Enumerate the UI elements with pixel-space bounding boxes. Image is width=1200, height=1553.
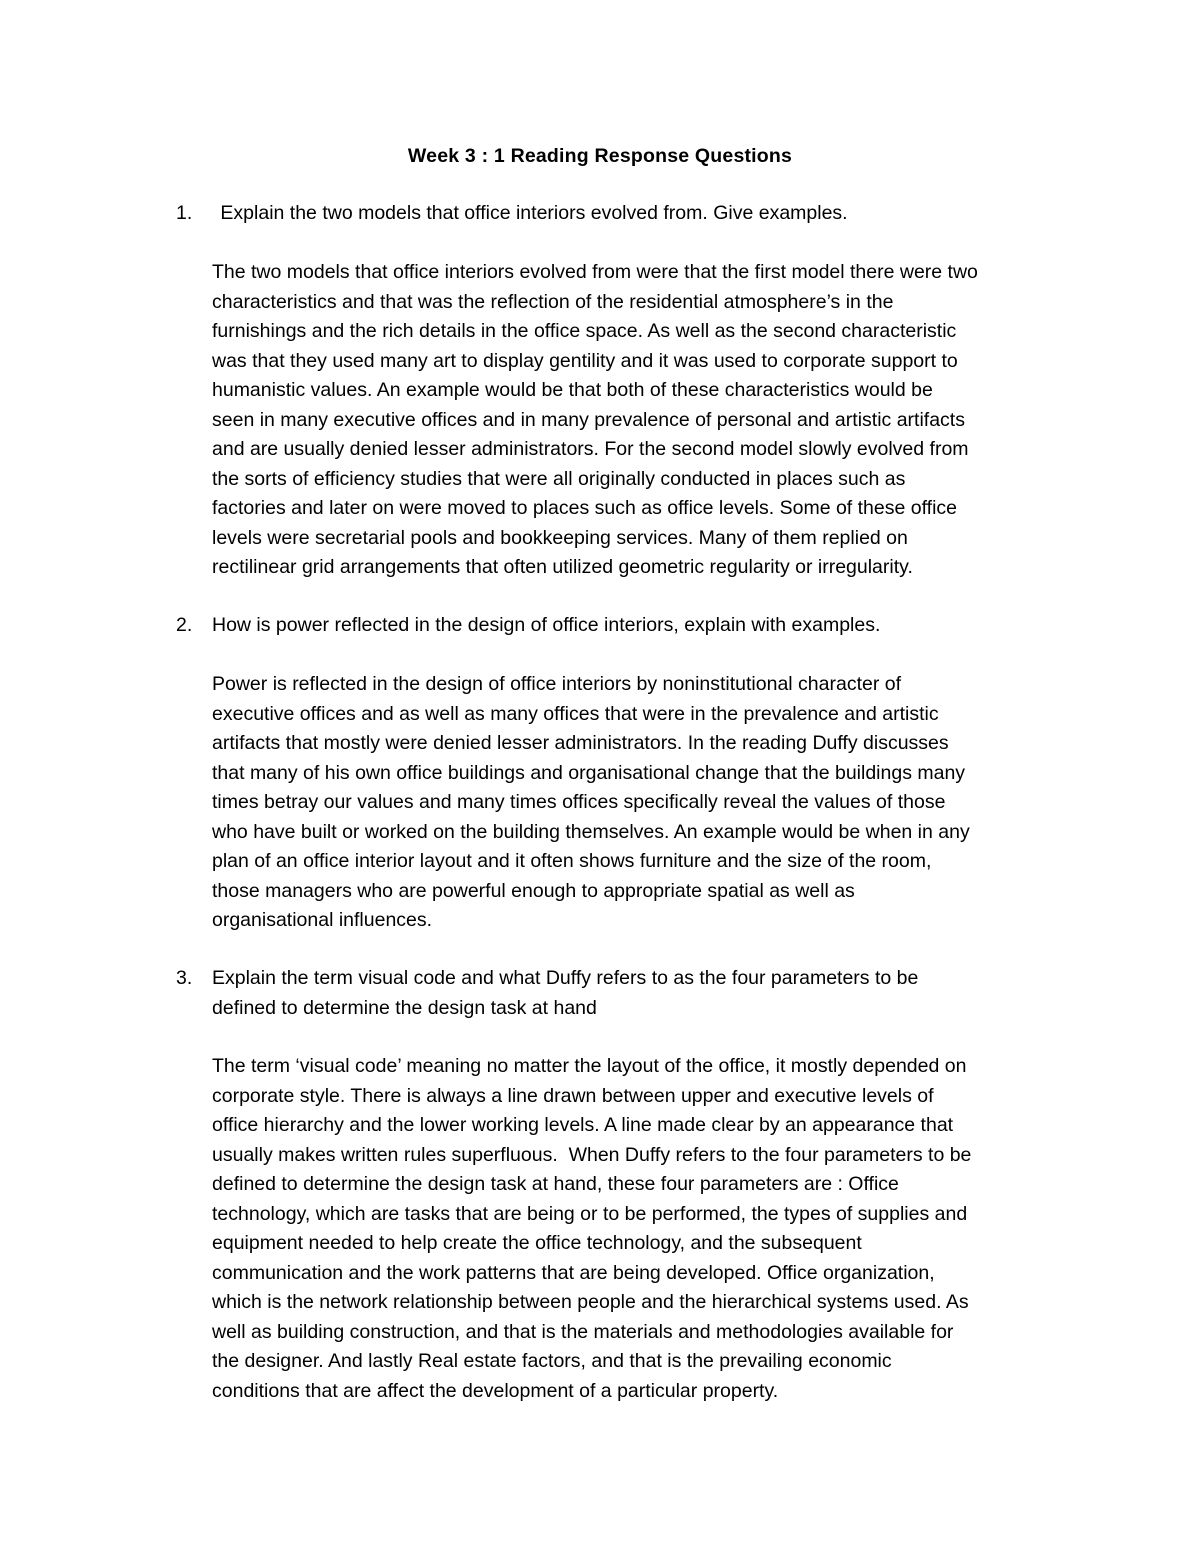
answer-line: rectilinear grid arrangements that often utilized geometric regularity or irregularity. (212, 556, 913, 578)
question-text (215, 199, 1075, 229)
answer-line: levels were secretarial pools and bookkeeping services. Many of them replied on (212, 526, 908, 549)
answer-line: well as building construction, and that is the materials and methodologies available for (212, 1320, 954, 1343)
answer-text (212, 258, 1072, 583)
answer-line: equipment needed to help create the office technology, and the subsequent (212, 1232, 862, 1254)
question-text (212, 964, 1072, 1023)
answer-line: the designer. And lastly Real estate factors, and that is the prevailing economic (212, 1350, 892, 1372)
answer-line: factories and later on were moved to places such as office levels. Some of these office (212, 497, 958, 519)
answer-line: the sorts of efficiency studies that were all originally conducted in places such as (212, 467, 906, 490)
answer-line: defined to determine the design task at hand, these four parameters are : Office (212, 1173, 899, 1195)
answer-line: plan of an office interior layout and it often shows furniture and the size of the room, (212, 850, 932, 872)
question-line: Explain the two models that office interiors evolved from. Give examples. (215, 202, 848, 224)
answer-line: was that they used many art to display gentility and it was used to corporate support to (212, 349, 958, 372)
answer-line: those managers who are powerful enough to appropriate spatial as well as (212, 879, 855, 902)
document-title: Week 3 : 1 Reading Response Questions (407, 145, 793, 167)
answer-line: Power is reflected in the design of office interiors by noninstitutional character of (212, 673, 902, 695)
answer-line: humanistic values. An example would be that both of these characteristics would be (212, 379, 933, 401)
answer-line: and are usually denied lesser administrators. For the second model slowly evolved from (212, 438, 969, 460)
answer-line: corporate style. There is always a line drawn between upper and executive levels of (212, 1084, 934, 1107)
question-line: defined to determine the design task at hand (212, 996, 597, 1019)
answer-line: times betray our values and many times offices specifically reveal the values of those (212, 791, 946, 813)
answer-line: artifacts that mostly were denied lesser administrators. In the reading Duffy discusses (212, 732, 949, 754)
answer-line: communication and the work patterns that are being developed. Office organization, (212, 1261, 935, 1284)
answer-line: technology, which are tasks that are being or to be performed, the types of supplies and (212, 1202, 968, 1225)
question-line: How is power reflected in the design of office interiors, explain with examples. (212, 614, 881, 636)
question-line: Explain the term visual code and what Duffy refers to as the four parameters to be (212, 967, 919, 989)
answer-line: furnishings and the rich details in the office space. As well as the second characteristic (212, 320, 957, 342)
answer-line: that many of his own office buildings and organisational change that the buildings many (212, 761, 966, 784)
answer-line: executive offices and as well as many offices that were in the prevalence and artistic (212, 702, 939, 725)
question-text (212, 611, 1072, 641)
question-number: 2. (176, 614, 193, 636)
answer-line: who have built or worked on the building themselves. An example would be when in any (212, 820, 970, 843)
question-number: 1. (176, 202, 193, 224)
answer-text (212, 1052, 1072, 1406)
answer-line: organisational influences. (212, 909, 433, 931)
question-number: 3. (176, 967, 193, 989)
answer-line: seen in many executive offices and in many prevalence of personal and artistic artifacts (212, 408, 965, 431)
answer-line: characteristics and that was the reflection of the residential atmosphere’s in the (212, 290, 894, 313)
answer-line: The term ‘visual code’ meaning no matter the layout of the office, it mostly depended on (212, 1055, 967, 1077)
answer-line: The two models that office interiors evolved from were that the first model there were two (212, 261, 978, 283)
answer-line: office hierarchy and the lower working levels. A line made clear by an appearance that (212, 1114, 954, 1136)
answer-text (212, 670, 1072, 936)
answer-line: which is the network relationship between people and the hierarchical systems used. As (212, 1291, 969, 1313)
answer-line: usually makes written rules superfluous. When Duffy refers to the four parameters to be (212, 1143, 972, 1166)
answer-line: conditions that are affect the development of a particular property. (212, 1379, 779, 1402)
